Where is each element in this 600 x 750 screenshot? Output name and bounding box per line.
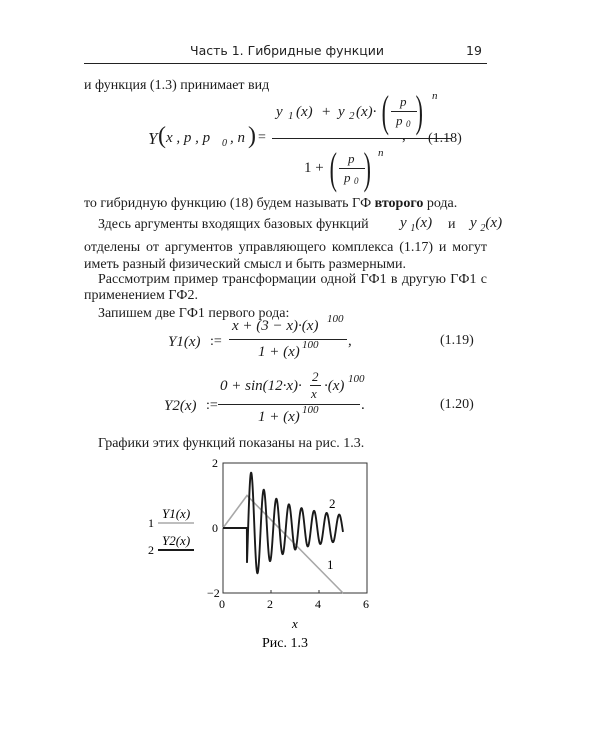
x-tick-label: 2 (267, 597, 273, 611)
x-tick-label: 6 (363, 597, 369, 611)
graphs-caption-text: Графики этих функций показаны на рис. 1.3. (98, 436, 365, 451)
x-tick-label: 0 (219, 597, 225, 611)
args-text-line1: Здесь аргументы входящих базовых функций (98, 217, 369, 232)
series-y1-line (223, 496, 343, 594)
running-header: Часть 1. Гибридные функции (190, 43, 385, 58)
write-two-text: Запишем две ГФ1 первого рода: (98, 306, 290, 321)
equation-number-1-18: (1.18) (428, 131, 462, 146)
legend-label-y1: Y1(x) (162, 506, 191, 521)
args-text-line2: отделены от аргументов управляющего комплекса (1.17) и могут (84, 240, 487, 255)
legend-label-y2: Y2(x) (162, 533, 191, 548)
intro-text: и функция (1.3) принимает вид (84, 78, 270, 93)
y1-symbol: y $_1$(x) (400, 215, 433, 234)
page-number: 19 (466, 43, 482, 58)
series-y2 (223, 473, 343, 574)
series-1-annotation: 1 (327, 557, 334, 572)
second-kind-text: то гибридную функцию (18) будем называть ГФ второго рода. (84, 196, 458, 211)
x-axis-label: x (292, 616, 298, 631)
axis-ticks (207, 456, 369, 611)
series-y1 (223, 496, 343, 594)
series-2-annotation: 2 (329, 496, 336, 511)
legend-marker-2: 2 (148, 543, 154, 557)
equation-number-1-20: (1.20) (440, 397, 474, 412)
x-tick-label: 4 (315, 597, 321, 611)
transform-text-line1: Рассмотрим пример трансформации одной ГФ1 в другую ГФ1 с (98, 272, 487, 287)
y-tick-label: 2 (212, 456, 218, 470)
series-y2-line (223, 473, 343, 574)
transform-text-line2: применением ГФ2. (84, 288, 198, 303)
y-tick-label: 0 (212, 521, 218, 535)
y2-symbol: y $_2$(x) (470, 215, 503, 234)
args-text-line3: иметь разный физический смысл и быть размерными. (84, 257, 406, 272)
equation-number-1-19: (1.19) (440, 333, 474, 348)
legend (148, 506, 194, 557)
args-and: и (448, 217, 456, 232)
y-tick-label: −2 (207, 586, 220, 600)
legend-marker-1: 1 (148, 516, 154, 530)
figure-caption: Рис. 1.3 (262, 636, 308, 651)
